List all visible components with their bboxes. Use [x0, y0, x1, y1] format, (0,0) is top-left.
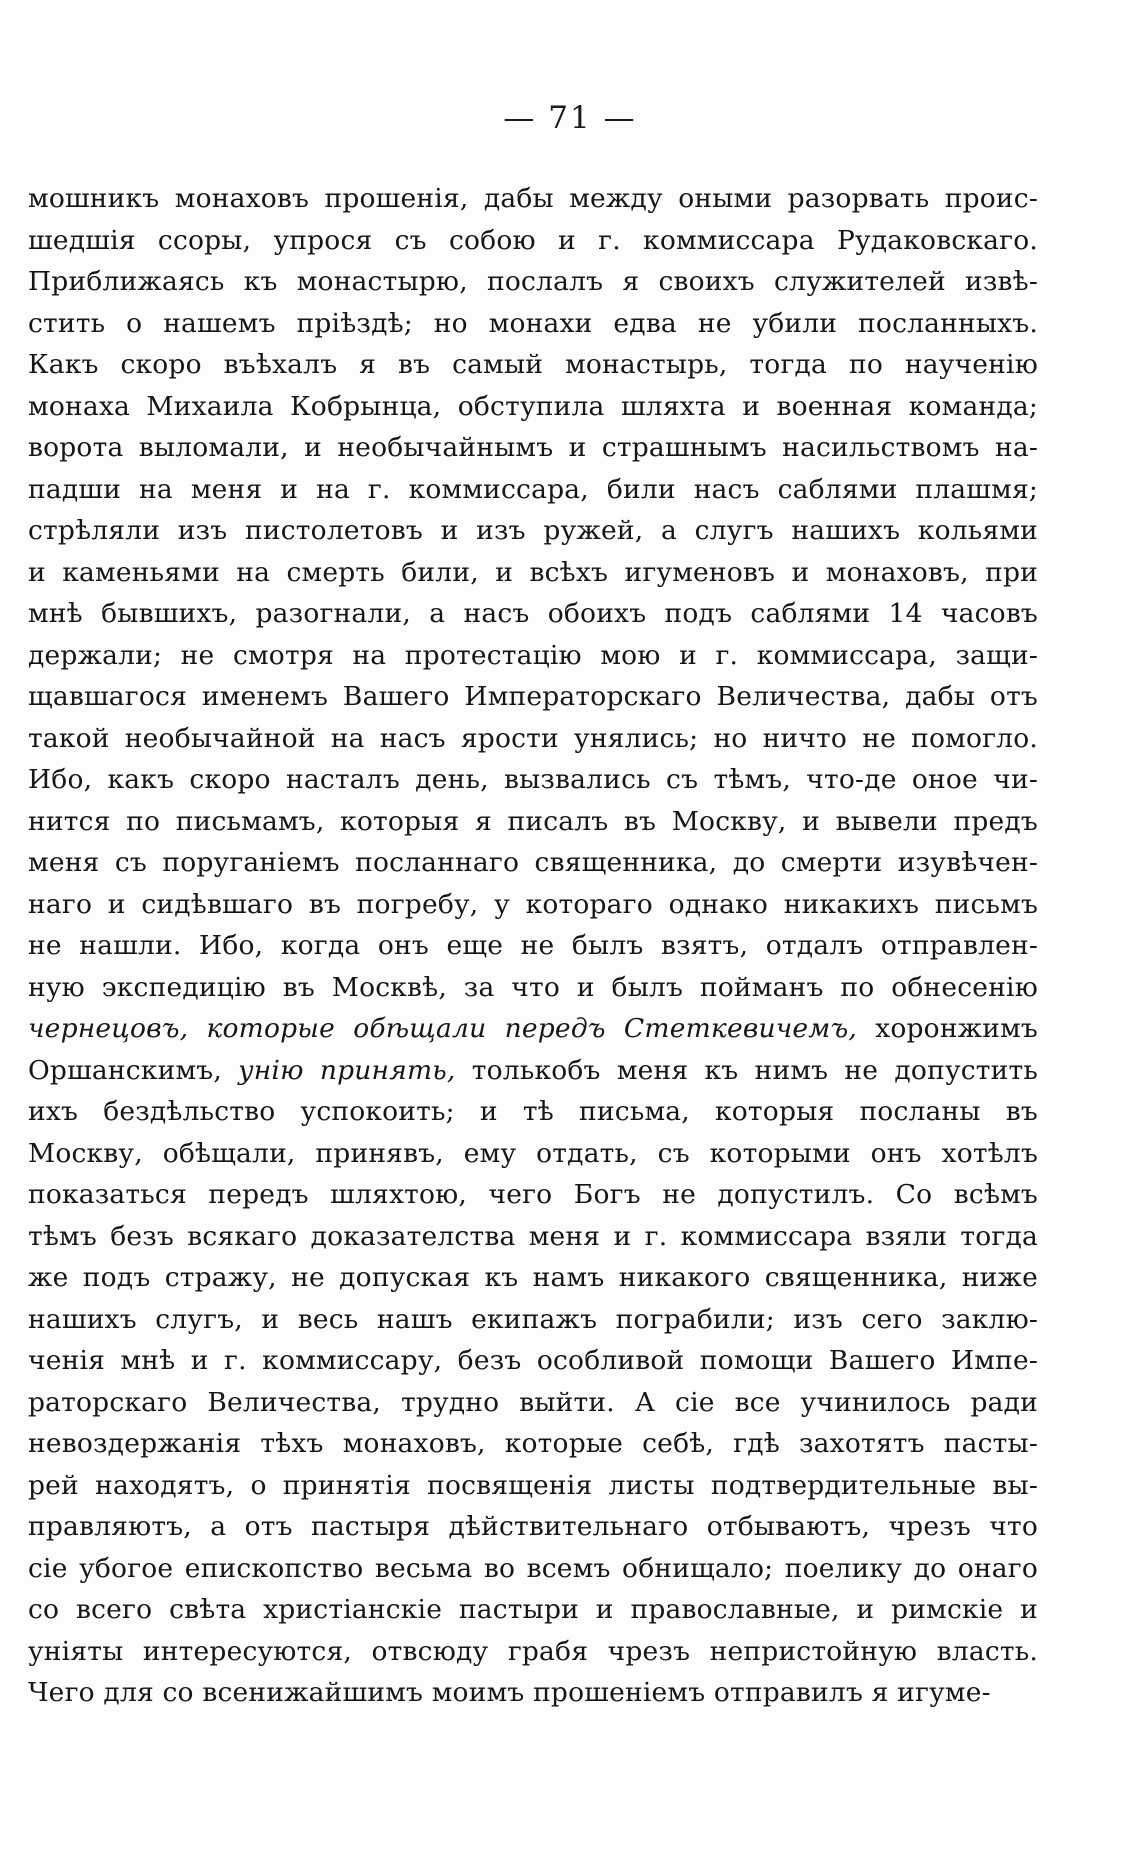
text-line — [28, 884, 1038, 926]
text-segment: Ибо, какъ скоро насталъ день, вызвались съ тѣмъ, что-де оное чи- — [28, 764, 1038, 795]
text-segment: стить о нашемъ пріѣздѣ; но монахи едва не убили посланныхъ. — [28, 307, 1038, 339]
text-line — [28, 1174, 1038, 1216]
text-segment: же подъ стражу, не допуская къ намъ никакого священника, ниже — [28, 1262, 1038, 1293]
text-line — [28, 1299, 1038, 1341]
text-line — [28, 801, 1038, 843]
text-line — [28, 1506, 1038, 1548]
text-segment: наго и сидѣвшаго въ погребу, у котораго однако никакихъ письмъ — [28, 888, 1038, 920]
text-segment: хоронжимъ — [856, 1013, 1038, 1044]
text-line — [28, 1091, 1038, 1133]
text-line — [28, 1589, 1038, 1631]
text-segment: монаха Михаила Кобрынца, обступила шляхта и военная команда; — [28, 390, 1038, 422]
text-line — [28, 967, 1038, 1009]
text-segment: мнѣ бывшихъ, разогнали, а насъ обоихъ подъ саблями 14 часовъ — [28, 598, 1038, 629]
text-segment: стрѣляли изъ пистолетовъ и изъ ружей, а слугъ нашихъ кольями — [28, 515, 1038, 546]
text-segment: ченія мнѣ и г. коммиссару, безъ особливой помощи Вашего Импе- — [28, 1345, 1038, 1376]
text-segment: невоздержанія тѣхъ монаховъ, которые себѣ, гдѣ захотятъ пасты- — [28, 1428, 1038, 1459]
page-number: — 71 — — [503, 100, 637, 136]
text-line — [28, 635, 1038, 677]
text-line — [28, 1423, 1038, 1465]
text-segment: Оршанскимъ, — [28, 1054, 239, 1086]
text-line — [28, 1008, 1038, 1050]
text-line — [28, 1672, 1038, 1714]
text-line — [28, 261, 1038, 303]
text-line — [28, 386, 1038, 428]
text-segment: толькобъ меня къ нимъ не допустить — [455, 1054, 1038, 1086]
text-segment: и каменьями на смерть били, и всѣхъ игуменовъ и монаховъ, при — [28, 556, 1038, 588]
text-line — [28, 510, 1038, 552]
text-line — [28, 1382, 1038, 1424]
text-segment: шедшія ссоры, упрося съ собою и г. коммиссара Рудаковскаго. — [28, 224, 1038, 256]
text-segment: уніяты интересуются, отвсюду грабя чрезъ непристойную власть. — [28, 1635, 1038, 1667]
text-line — [28, 552, 1038, 594]
text-segment: Чего для со всенижайшимъ моимъ прошеніемъ отправилъ я игуме- — [28, 1677, 991, 1708]
text-segment: Приближаясь къ монастырю, послалъ я своихъ служителей извѣ- — [28, 266, 1038, 297]
text-segment: сіе убогое епископство весьма во всемъ обнищало; поелику до онаго — [28, 1552, 1038, 1584]
text-line — [28, 427, 1038, 469]
text-segment: держали; не смотря на протестацію мою и г. коммиссара, защи- — [28, 639, 1038, 671]
text-segment: щавшагося именемъ Вашего Императорскаго Величества, дабы отъ — [28, 681, 1038, 712]
text-segment: ную экспедицію въ Москвѣ, за что и былъ пойманъ по обнесенію — [28, 971, 1038, 1003]
text-line — [28, 593, 1038, 635]
italic-phrase: унію принять, — [238, 1054, 456, 1086]
text-line — [28, 1340, 1038, 1382]
text-segment: показаться передъ шляхтою, чего Богъ не допустилъ. Со всѣмъ — [28, 1179, 1038, 1210]
text-segment: Москву, обѣщали, принявъ, ему отдать, съ которыми онъ хотѣлъ — [28, 1137, 1038, 1169]
text-segment: не нашли. Ибо, когда онъ еще не былъ взятъ, отдалъ отправлен- — [28, 930, 1038, 961]
text-line — [28, 1133, 1038, 1175]
text-line — [28, 759, 1038, 801]
text-line — [28, 1465, 1038, 1507]
text-segment: нашихъ слугъ, и весь нашъ екипажъ пограбили; изъ сего заклю- — [28, 1303, 1038, 1335]
text-segment: меня съ поруганіемъ посланнаго священника, до смерти изувѣчен- — [28, 847, 1038, 878]
text-line — [28, 303, 1038, 345]
text-line — [28, 842, 1038, 884]
text-segment: такой необычайной на насъ ярости унялись; но ничто не помогло. — [28, 722, 1038, 754]
text-line — [28, 344, 1038, 386]
text-segment: ворота выломали, и необычайнымъ и страшнымъ насильствомъ на- — [28, 432, 1038, 463]
text-line — [28, 1631, 1038, 1673]
text-line — [28, 676, 1038, 718]
text-segment: ихъ бездѣльство успокоить; и тѣ письма, которыя посланы въ — [28, 1096, 1038, 1127]
text-line — [28, 220, 1038, 262]
text-segment: мошникъ монаховъ прошенія, дабы между оными разорвать проис- — [28, 183, 1038, 214]
text-line — [28, 469, 1038, 511]
text-line — [28, 1216, 1038, 1258]
text-line — [28, 718, 1038, 760]
text-line — [28, 1548, 1038, 1590]
text-segment: падши на меня и на г. коммиссара, били насъ саблями плашмя; — [28, 473, 1038, 505]
text-segment: рей находятъ, о принятія посвященія листы подтвердительные вы- — [28, 1469, 1038, 1501]
text-segment: раторскаго Величества, трудно выйти. А сіе все учинилось ради — [28, 1386, 1038, 1418]
text-segment: Какъ скоро въѣхалъ я въ самый монастырь, тогда по наученію — [28, 349, 1038, 380]
text-segment: со всего свѣта христіанскіе пастыри и православные, и римскіе и — [28, 1594, 1038, 1625]
text-line — [28, 1050, 1038, 1092]
text-line — [28, 178, 1038, 220]
italic-phrase: чернецовъ, которые обѣщали передъ Стеткевичемъ, — [28, 1013, 857, 1044]
text-segment: правляютъ, а отъ пастыря дѣйствительнаго отбываютъ, чрезъ что — [28, 1511, 1038, 1542]
text-segment: нится по письмамъ, которыя я писалъ въ Москву, и вывели предъ — [28, 805, 1038, 837]
text-line — [28, 925, 1038, 967]
body-text — [28, 178, 1038, 1714]
text-segment: тѣмъ безъ всякаго доказателства меня и г. коммиссара взяли тогда — [28, 1220, 1038, 1252]
text-line — [28, 1257, 1038, 1299]
